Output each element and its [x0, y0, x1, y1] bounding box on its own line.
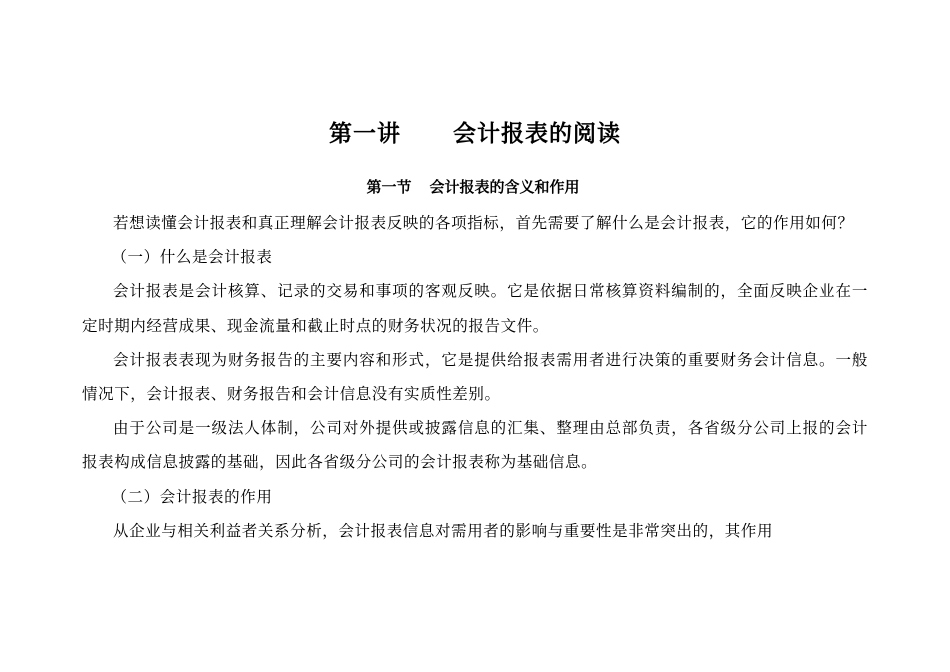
chapter-title — [0, 116, 950, 152]
chapter-number: 第一讲 — [329, 120, 401, 147]
document-body — [82, 206, 868, 548]
paragraph-intro: 若想读懂会计报表和真正理解会计报表反映的各项指标，首先需要了解什么是会计报表，它的作用如何？ — [113, 214, 854, 232]
paragraph-definition: 会计报表是会计核算、记录的交易和事项的客观反映。它是依据日常核算资料编制的，全面反映企业在一定时期内经营成果、现金流量和截止时点的财务状况的报告文件。 — [82, 282, 868, 335]
subheading-what-is: （一）什么是会计报表 — [111, 248, 273, 267]
paragraph-form: 会计报表表现为财务报告的主要内容和形式，它是提供给报表需用者进行决策的重要财务会计信息。一般情况下，会计报表、财务报告和会计信息没有实质性差别。 — [82, 350, 868, 404]
paragraph-role: 从企业与相关利益者关系分析，会计报表信息对需用者的影响与重要性是非常突出的，其作用 — [113, 521, 774, 540]
section-title — [0, 174, 946, 200]
paragraph-disclosure: 由于公司是一级法人体制，公司对外提供或披露信息的汇集、整理由总部负责，各省级分公司上报的会计报表构成信息披露的基础，因此各省级分公司的会计报表称为基础信息。 — [82, 419, 868, 472]
section-number: 第一节 — [366, 178, 412, 196]
chapter-name: 会计报表的阅读 — [453, 120, 621, 147]
section-name: 会计报表的含义和作用 — [429, 178, 580, 196]
subheading-role: （二）会计报表的作用 — [111, 487, 273, 506]
